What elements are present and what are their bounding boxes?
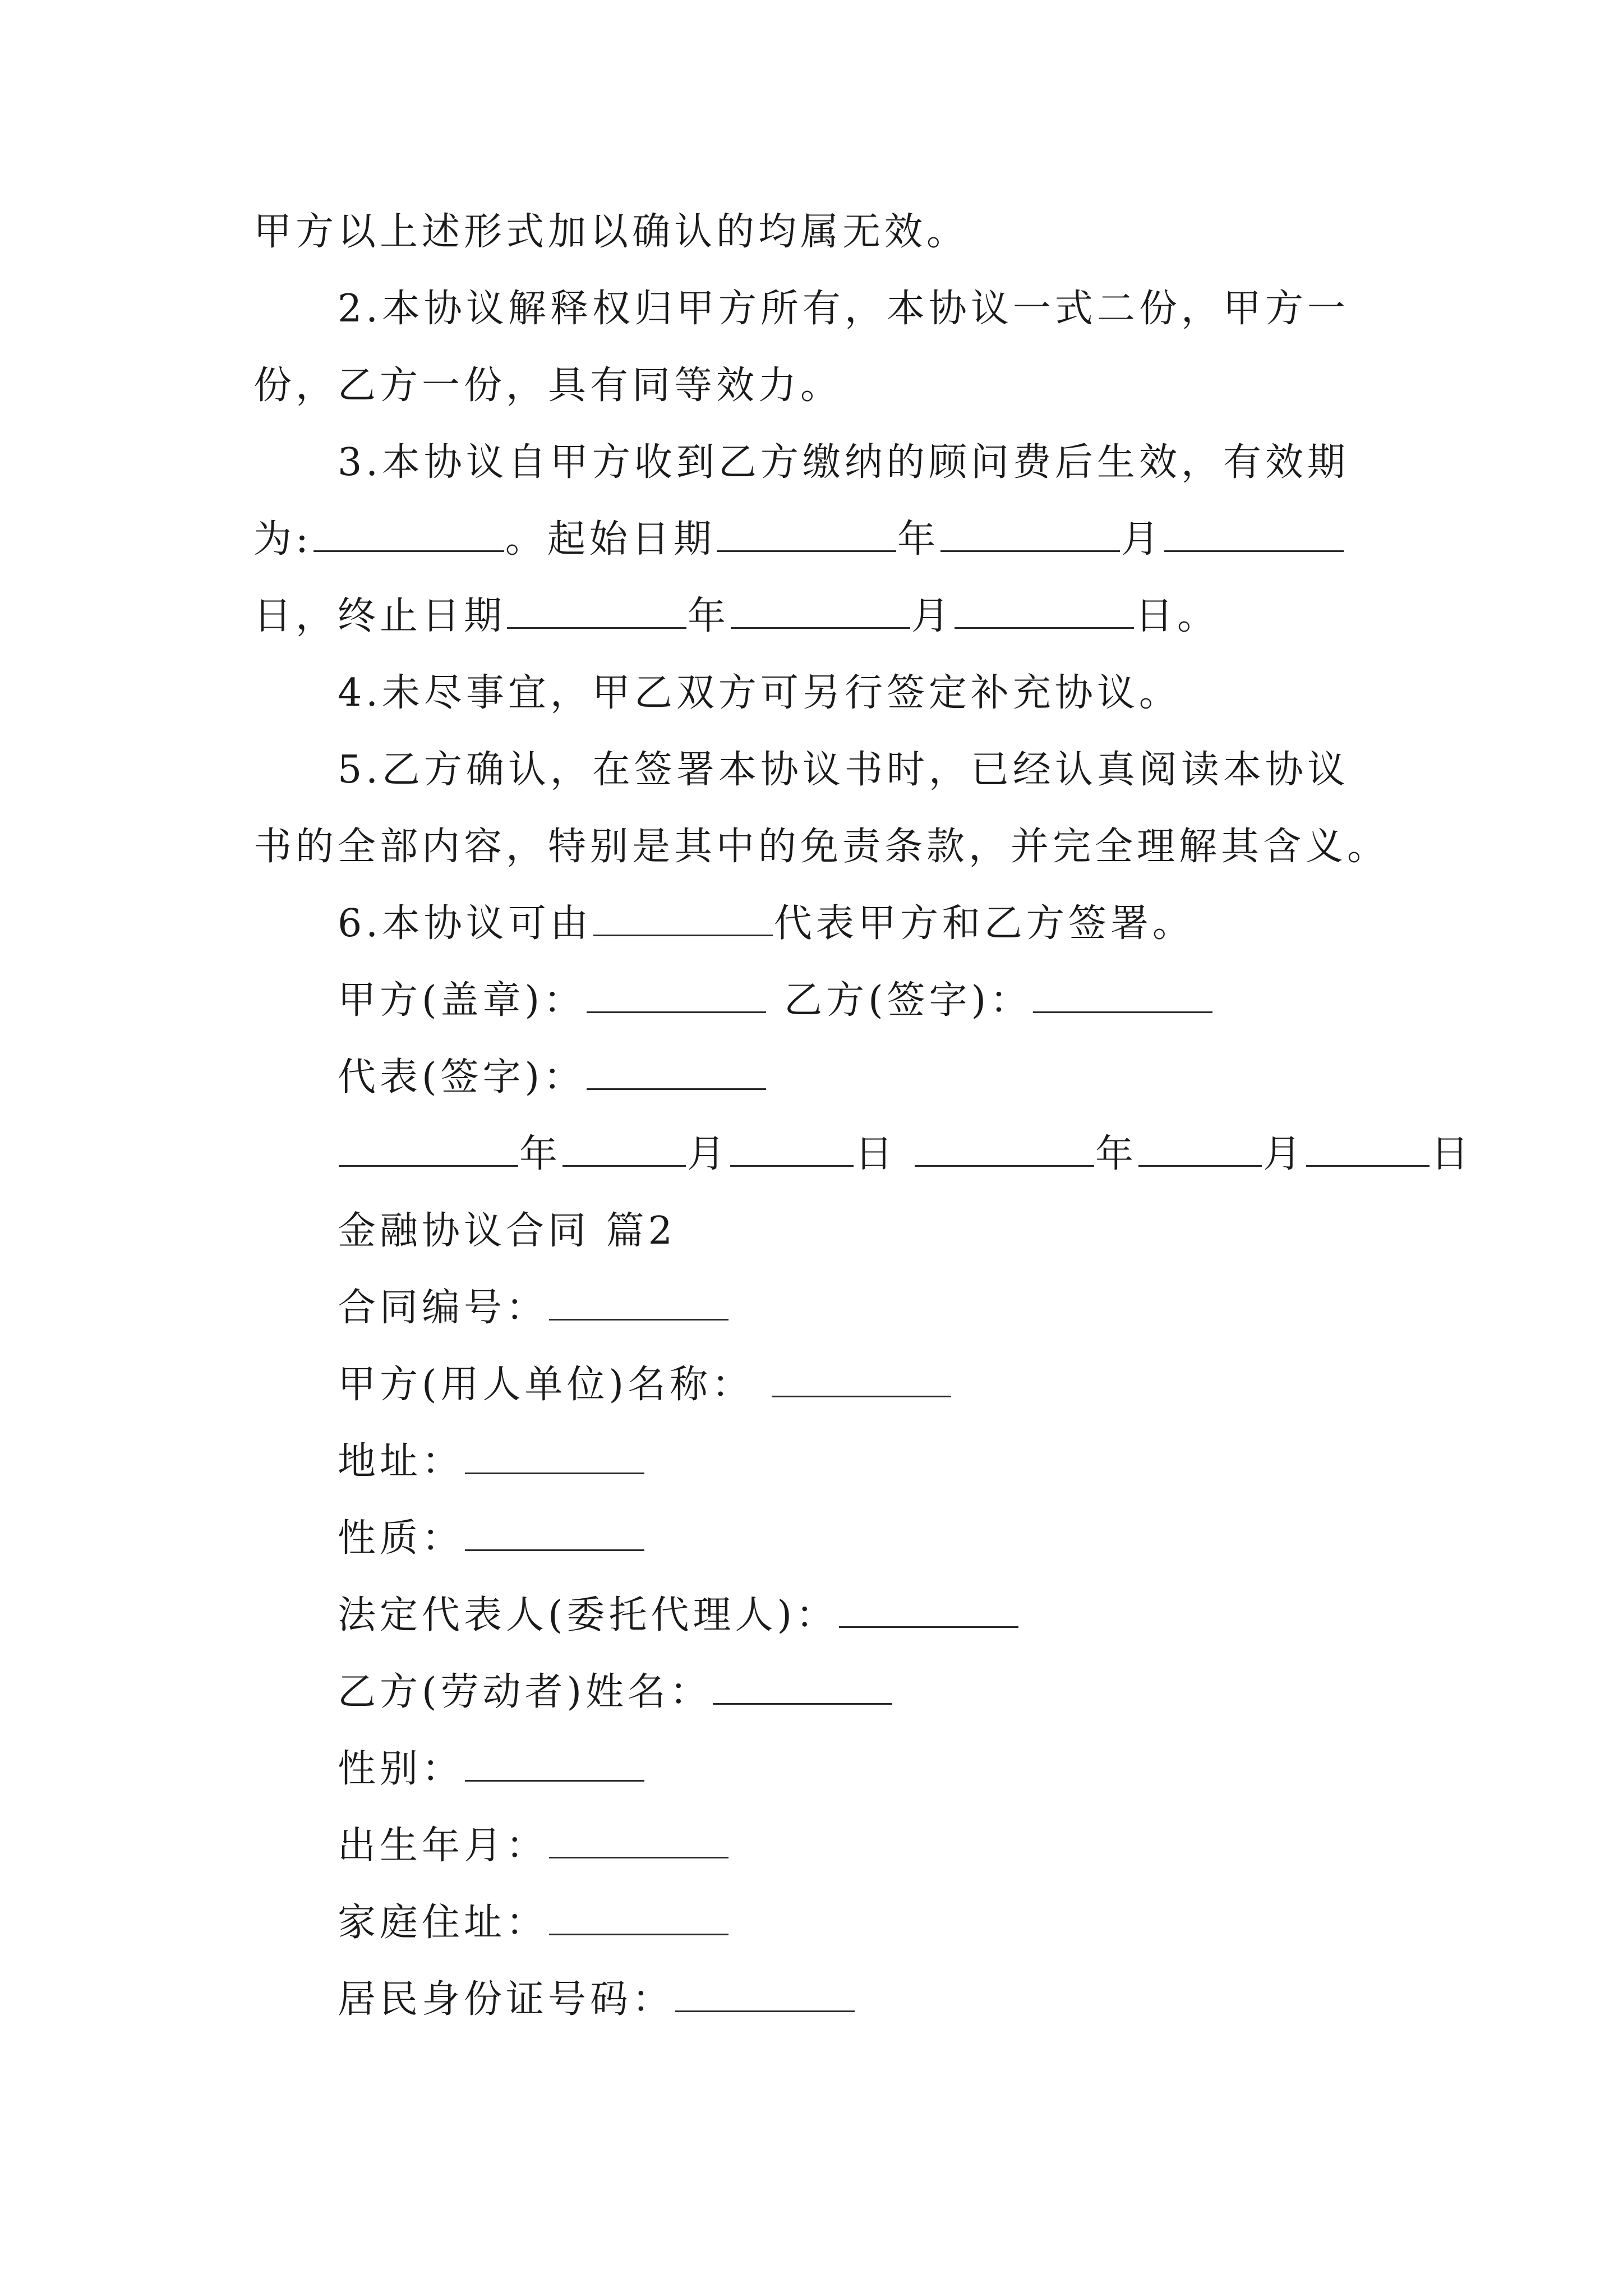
form-field-row (253, 1807, 1386, 1884)
legal-representative-label: 法定代表人(委托代理人)： (338, 1593, 838, 1637)
form-field-row (253, 1346, 1386, 1423)
year-unit: 年 (897, 517, 939, 562)
end-day-blank[interactable] (955, 596, 1134, 629)
clause-4-line: 4.未尽事宜，甲乙双方可另行签定补充协议。 (338, 671, 1181, 715)
validity-period-blank[interactable] (313, 519, 504, 552)
start-month-blank[interactable] (940, 519, 1120, 552)
legal-representative-blank[interactable] (839, 1595, 1018, 1628)
address-blank[interactable] (465, 1441, 644, 1474)
employer-name-blank[interactable] (772, 1364, 951, 1397)
home-address-label: 家庭住址： (338, 1901, 548, 1945)
form-field-row (253, 1884, 1386, 1961)
end-year-blank[interactable] (507, 596, 686, 629)
day-unit: 日 (1431, 1132, 1473, 1176)
clause-3-line: 3.本协议自甲方收到乙方缴纳的顾问费后生效，有效期 (338, 440, 1349, 485)
home-address-blank[interactable] (549, 1902, 728, 1935)
end-month-blank[interactable] (731, 596, 910, 629)
clause-6-prefix: 6.本协议可由 (338, 901, 592, 946)
party-b-month-blank[interactable] (1138, 1134, 1262, 1167)
form-field-row (253, 1269, 1386, 1346)
party-a-seal-label: 甲方(盖章)： (338, 978, 586, 1023)
clause-6-suffix: 代表甲方和乙方签署。 (773, 901, 1195, 946)
nature-blank[interactable] (465, 1518, 644, 1551)
address-label: 地址： (338, 1439, 464, 1484)
paragraph-line: 甲方以上述形式加以确认的均属无效。 (253, 210, 969, 254)
start-day-blank[interactable] (1164, 519, 1344, 552)
party-b-day-blank[interactable] (1306, 1134, 1430, 1167)
form-field-row (253, 1423, 1386, 1500)
year-unit: 年 (1095, 1132, 1138, 1176)
party-a-year-blank[interactable] (339, 1134, 518, 1167)
party-b-sign-blank[interactable] (1033, 980, 1212, 1013)
signature-line (253, 962, 1386, 1039)
form-field-row (253, 1654, 1386, 1731)
contract-number-blank[interactable] (549, 1287, 728, 1320)
document-body (253, 194, 1473, 2038)
form-field-row (253, 1500, 1386, 1577)
employee-name-label: 乙方(劳动者)姓名： (338, 1670, 712, 1714)
clause-2-line: 2.本协议解释权归甲方所有，本协议一式二份，甲方一 (338, 287, 1349, 331)
end-date-suffix: 日。 (1135, 594, 1220, 638)
month-unit: 月 (911, 594, 954, 638)
year-unit: 年 (519, 1132, 562, 1176)
party-a-month-blank[interactable] (562, 1134, 686, 1167)
employee-name-blank[interactable] (713, 1672, 892, 1705)
party-b-sign-label: 乙方(签字)： (784, 978, 1032, 1023)
signature-date-line (253, 1116, 1473, 1193)
validity-period-line (253, 501, 1386, 578)
signatory-blank[interactable] (593, 903, 773, 936)
start-year-blank[interactable] (717, 519, 896, 552)
birth-date-label: 出生年月： (338, 1824, 548, 1868)
clause-2-continued: 份，乙方一份，具有同等效力。 (253, 364, 843, 408)
form-field-row (253, 1961, 1386, 2038)
id-number-blank[interactable] (675, 1979, 855, 2012)
nature-label: 性质： (338, 1516, 464, 1561)
employer-name-label: 甲方(用人单位)名称： (338, 1363, 754, 1407)
validity-prefix: 为: (253, 517, 312, 562)
month-unit: 月 (1121, 517, 1163, 562)
form-field-row (253, 1731, 1386, 1807)
clause-6-line (253, 885, 1386, 962)
representative-sign-label: 代表(签字)： (338, 1055, 586, 1099)
id-number-label: 居民身份证号码： (338, 1977, 675, 2022)
month-unit: 月 (1263, 1132, 1306, 1176)
end-date-prefix: 日，终止日期 (253, 594, 506, 638)
start-date-label: 。起始日期 (505, 517, 716, 562)
form-field-row (253, 1577, 1386, 1654)
year-unit: 年 (688, 594, 730, 638)
representative-line (253, 1039, 1386, 1116)
day-unit: 日 (855, 1132, 897, 1176)
gender-label: 性别： (338, 1747, 464, 1791)
section-2-title: 金融协议合同 篇2 (338, 1209, 676, 1253)
representative-sign-blank[interactable] (587, 1057, 766, 1090)
clause-5-line: 5.乙方确认，在签署本协议书时，已经认真阅读本协议 (338, 748, 1349, 792)
gender-blank[interactable] (465, 1749, 644, 1782)
contract-number-label: 合同编号： (338, 1286, 548, 1330)
birth-date-blank[interactable] (549, 1825, 728, 1858)
end-date-line (253, 578, 1386, 655)
party-a-day-blank[interactable] (730, 1134, 854, 1167)
month-unit: 月 (687, 1132, 730, 1176)
clause-5-continued: 书的全部内容，特别是其中的免责条款，并完全理解其含义。 (253, 825, 1390, 869)
party-b-year-blank[interactable] (915, 1134, 1094, 1167)
party-a-seal-blank[interactable] (587, 980, 766, 1013)
